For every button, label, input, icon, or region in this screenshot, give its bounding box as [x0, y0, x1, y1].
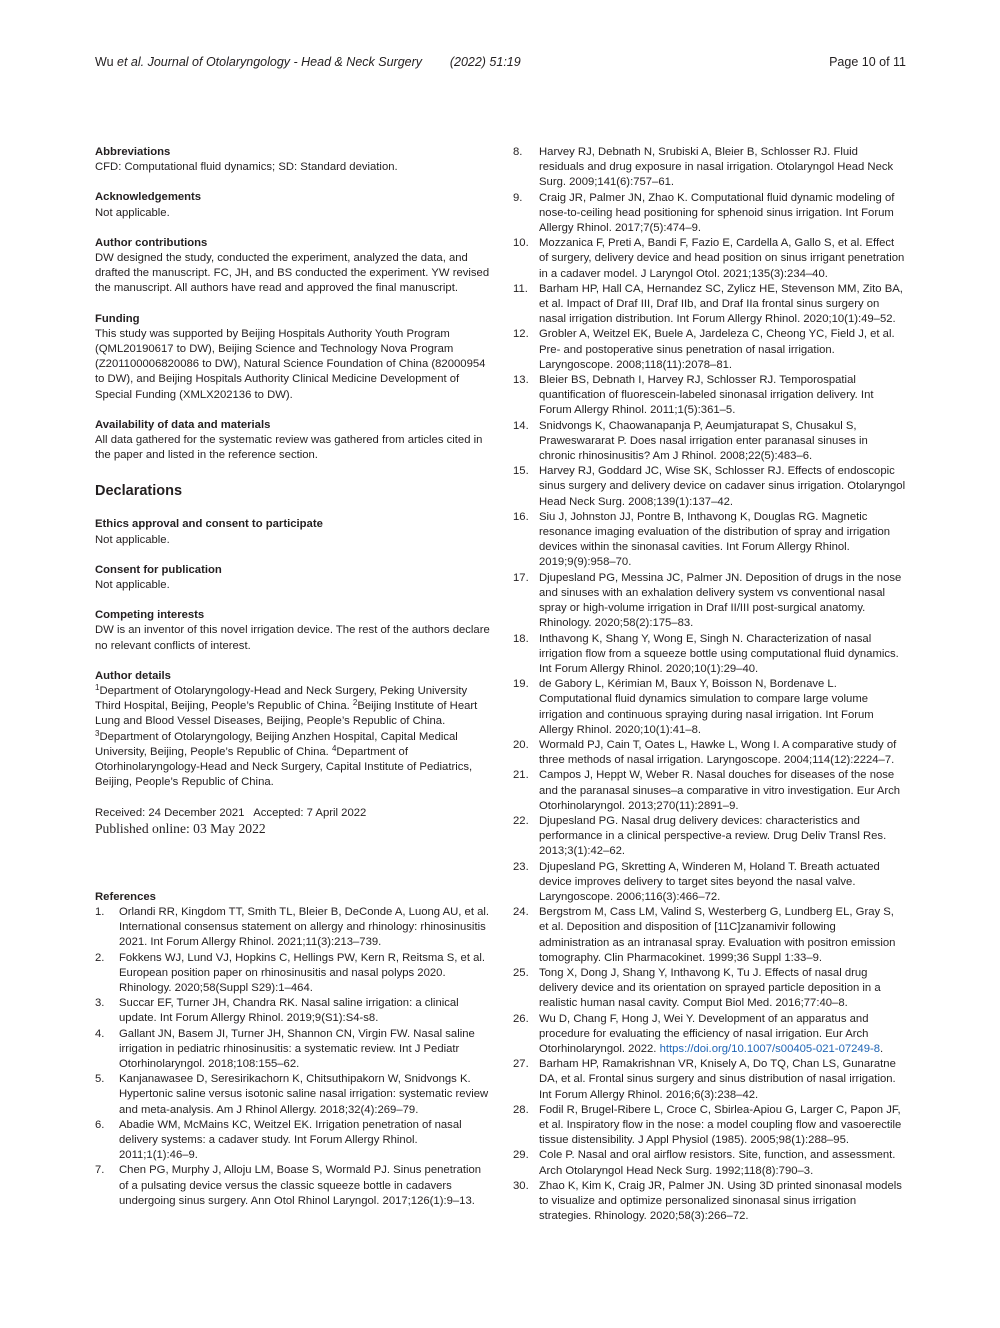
reference-item: [95, 1072, 490, 1118]
reference-number: 29.: [513, 1149, 529, 1162]
reference-text: Harvey RJ, Goddard JC, Wise SK, Schlosser RJ. Effects of endoscopic sinus surgery and delivery device on cadaver sinus irrigation. Otolaryngol Head Neck Surg. 2008;139(1):137–42.: [539, 465, 906, 508]
reference-text: Zhao K, Kim K, Craig JR, Palmer JN. Using 3D printed sinonasal models to visualize and optimize personalized sinonasal sinus irrigation strategies. Rhinology. 2020;58(3):266–72.: [539, 1179, 902, 1223]
reference-number: 12.: [513, 328, 529, 341]
running-header: [95, 55, 906, 71]
reference-item: [513, 905, 906, 966]
reference-text: Wu D, Chang F, Hong J, Wei Y. Development of an apparatus and procedure for evaluating the efficiency of nasal irrigation. Eur Arch Otorhinolaryngol. 2022. https://doi.org/10.1007/s00405-021-07249-8.: [539, 1012, 884, 1055]
reference-item: [95, 996, 490, 1026]
reference-item: [513, 373, 906, 419]
reference-number: 16.: [513, 510, 529, 523]
reference-number: 18.: [513, 632, 529, 645]
reference-number: 21.: [513, 769, 529, 782]
reference-item: [95, 1163, 490, 1209]
reference-number: 2.: [95, 951, 105, 964]
reference-number: 19.: [513, 678, 529, 691]
declarations-heading: Declarations: [95, 483, 183, 500]
reference-text: Bergstrom M, Cass LM, Valind S, Westerberg G, Lundberg EL, Gray S, et al. Deposition and disposition of [11C]zanamivir following administration as an intranasal spray. Evaluation with positron emission tomography. Clin Pharmacokinet. 1999;36 Suppl 1:33–9.: [539, 906, 896, 964]
reference-text: Harvey RJ, Debnath N, Srubiski A, Bleier B, Schlosser RJ. Fluid residuals and drug exposure in nasal irrigation. Otolaryngol Head Neck Surg. 2009;141(6):757–61.: [539, 146, 894, 189]
reference-number: 4.: [95, 1027, 105, 1040]
abbreviations-text: CFD: Computational fluid dynamics; SD: Standard deviation.: [95, 161, 398, 174]
reference-number: 25.: [513, 966, 529, 979]
reference-text: Fokkens WJ, Lund VJ, Hopkins C, Hellings PW, Kern R, Reitsma S, et al. European position paper on rhinosinusitis and nasal polyps 2020. Rhinology. 2020;58(Suppl S29):1–464.: [119, 951, 486, 994]
reference-text: Djupesland PG. Nasal drug delivery devices: characteristics and performance in a clinical perspective-a review. Drug Deliv Transl Res. 2013;3(1):42–62.: [539, 814, 887, 858]
reference-item: [513, 1179, 906, 1225]
reference-text: Bleier BS, Debnath I, Harvey RJ, Schlosser RJ. Temporospatial quantification of fluorescein-labeled sinonasal irrigation delivery. Int Forum Allergy Rhinol. 2011;1(5):361–5.: [539, 374, 874, 417]
reference-number: 30.: [513, 1179, 529, 1192]
reference-text: Barham HP, Ramakrishnan VR, Knisely A, Do TQ, Chan LS, Gunaratne DA, et al. Frontal sinus surgery and sinus distribution of nasal irrigation. Int Forum Allergy Rhinol. 2016;6(3):238–42.: [539, 1058, 896, 1101]
right-column: [513, 145, 906, 1224]
reference-number: 24.: [513, 906, 529, 919]
reference-number: 10.: [513, 237, 529, 250]
reference-item: [513, 510, 906, 571]
header-authors: Wu: [95, 55, 114, 69]
acknowledgements-text: Not applicable.: [95, 206, 170, 219]
reference-number: 7.: [95, 1164, 105, 1177]
affiliation-4: Department of Otorhinolaryngology-Head and Neck Surgery, Capital Institute of Pediatrics, Beijing, People’s Republic of China.: [95, 745, 473, 789]
consent-heading: Consent for publication: [95, 563, 222, 576]
author-contributions-heading: Author contributions: [95, 236, 208, 249]
reference-item: [513, 191, 906, 237]
published-date: Published online: 03 May 2022: [95, 820, 266, 836]
affiliation-marker-3: 3: [95, 728, 100, 738]
reference-text: Kanjanawasee D, Seresirikachorn K, Chitsuthipakorn W, Snidvongs K. Hypertonic saline versus isotonic saline nasal irrigation: systematic review and meta-analysis. Am J Rhinol Allergy. 2018;32(4):269–79.: [119, 1073, 489, 1116]
affiliation-marker-1: 1: [95, 683, 100, 693]
reference-text: Djupesland PG, Skretting A, Winderen M, Holand T. Breath actuated device improves delivery to target sites beyond the nasal valve. Laryngoscope. 2006;116(3):466–72.: [539, 860, 880, 903]
reference-item: [513, 1012, 906, 1058]
reference-item: [513, 768, 906, 814]
references-heading: References: [95, 890, 156, 903]
reference-number: 3.: [95, 997, 105, 1010]
affiliation-marker-4: 4: [331, 743, 337, 753]
received-accepted-dates: Received: 24 December 2021 Accepted: 7 April 2022: [95, 806, 367, 819]
page-number: Page 10 of 11: [829, 55, 906, 69]
ethics-heading: Ethics approval and consent to participate: [95, 518, 323, 531]
consent-text: Not applicable.: [95, 579, 170, 592]
reference-item: [513, 464, 906, 510]
header-journal: et al. Journal of Otolaryngology - Head & Neck Surgery: [117, 55, 423, 69]
affiliation-2: Beijing Institute of Heart Lung and Blood Vessel Diseases, Beijing, People’s Republic of China.: [95, 700, 478, 728]
reference-text: Chen PG, Murphy J, Alloju LM, Boase S, Wormald PJ. Sinus penetration of a pulsating device versus the classic squeeze bottle in cadavers undergoing sinus surgery. Ann Otol Rhinol Laryngol. 2017;126(1):9–13.: [119, 1164, 482, 1207]
reference-number: 15.: [513, 465, 529, 478]
reference-item: [513, 236, 906, 282]
reference-item: [95, 1118, 490, 1164]
reference-text: Succar EF, Turner JH, Chandra RK. Nasal saline irrigation: a clinical update. Int Forum Allergy Rhinol. 2019;9(S1):S4-s8.: [119, 997, 459, 1025]
reference-text: Tong X, Dong J, Shang Y, Inthavong K, Tu J. Effects of nasal drug delivery device and its orientation on sprayed particle deposition in a realistic human nasal cavity. Comput Biol Med. 2016;77:40–8.: [539, 966, 881, 1010]
reference-number: 9.: [513, 191, 523, 204]
reference-item: [513, 632, 906, 678]
left-column: [95, 145, 490, 1209]
reference-item: [513, 1103, 906, 1149]
reference-number: 5.: [95, 1073, 105, 1086]
abbreviations-heading: Abbreviations: [95, 146, 171, 158]
header-citation: [95, 55, 521, 69]
reference-item: [513, 966, 906, 1012]
reference-item: [513, 145, 906, 191]
reference-text: Craig JR, Palmer JN, Zhao K. Computational fluid dynamic modeling of nose-to-ceiling head positioning for sphenoid sinus irrigation. Int Forum Allergy Rhinol. 2017;7(5):474–9.: [539, 191, 895, 235]
references-list-left: [95, 905, 490, 1209]
affiliation-marker-2: 2: [352, 698, 358, 708]
reference-text: Campos J, Heppt W, Weber R. Nasal douches for diseases of the nose and the paranasal sinuses–a comparative in vitro investigation. Eur Arch Otorhinolaryngol. 2013;270(11):2891–9.: [539, 769, 901, 812]
author-details-heading: Author details: [95, 669, 171, 682]
reference-item: [513, 1148, 906, 1178]
reference-text: Orlandi RR, Kingdom TT, Smith TL, Bleier B, DeConde A, Luong AU, et al. International consensus statement on allergy and rhinology: rhinosinusitis 2021. Int Forum Allergy Rhinol. 2021;11(3):213–739.: [119, 905, 490, 949]
reference-item: [513, 282, 906, 328]
funding-text: This study was supported by Beijing Hospitals Authority Youth Program (QML20190617 to DW), Beijing Science and Technology Nova Program (Z201100006820086 to DW), Natural Science Foundation of China (82000954 to DW), and Beijing Hospitals Authority Clinical Medicine Development of Special Funding (XMLX202136 to DW).: [95, 327, 486, 401]
affiliation-3: Department of Otolaryngology, Beijing Anzhen Hospital, Capital Medical University, Beijing, People’s Republic of China.: [95, 730, 458, 758]
reference-number: 27.: [513, 1058, 529, 1071]
reference-item: [513, 738, 906, 768]
author-contributions-text: DW designed the study, conducted the experiment, analyzed the data, and drafted the manuscript. FC, JH, and BS conducted the experiment. YW revised the manuscript. All authors have read and approved the final manuscript.: [95, 252, 490, 295]
reference-item: [513, 419, 906, 465]
reference-text: Cole P. Nasal and oral airflow resistors. Site, function, and assessment. Arch Otolaryngol Head Neck Surg. 1992;118(8):790–3.: [539, 1149, 896, 1177]
competing-interests-text: DW is an inventor of this novel irrigation device. The rest of the authors declare no relevant conflicts of interest.: [95, 624, 490, 652]
author-details-text: [95, 684, 490, 790]
references-list-right: [513, 145, 906, 1224]
reference-item: [95, 951, 490, 997]
reference-number: 20.: [513, 738, 529, 751]
reference-text: Snidvongs K, Chaowanapanja P, Aeumjaturapat S, Chusakul S, Praweswararat P. Does nasal irrigation enter paranasal sinuses in chronic rhinosinusitis? Am J Rhinol. 2008;22(5):483–6.: [539, 419, 868, 463]
reference-item: [513, 677, 906, 738]
reference-text: Abadie WM, McMains KC, Weitzel EK. Irrigation penetration of nasal delivery systems: a cadaver study. Int Forum Allergy Rhinol. 2011;1(1):46–9.: [119, 1118, 462, 1162]
reference-number: 6.: [95, 1118, 105, 1131]
competing-interests-heading: Competing interests: [95, 609, 205, 622]
reference-item: [513, 1057, 906, 1103]
reference-text: Wormald PJ, Cain T, Oates L, Hawke L, Wong I. A comparative study of three methods of nasal irrigation. Laryngoscope. 2004;114(12):2224–7.: [539, 738, 897, 767]
reference-number: 22.: [513, 814, 529, 827]
acknowledgements-heading: Acknowledgements: [95, 191, 202, 204]
reference-text: Gallant JN, Basem JI, Turner JH, Shannon CN, Virgin FW. Nasal saline irrigation in pediatric rhinosinusitis: a systematic review. Int J Pediatr Otorhinolaryngol. 2018;108:155–62.: [119, 1027, 475, 1070]
ethics-text: Not applicable.: [95, 533, 170, 546]
reference-text: Djupesland PG, Messina JC, Palmer JN. Deposition of drugs in the nose and sinuses with an exhalation delivery system vs conventional nasal spray or high-volume irrigation in Draf II/III post-surgical anatomy. Rhinology. 2020;58(2):175–83.: [539, 571, 902, 630]
reference-number: 8.: [513, 146, 523, 158]
reference-text: Fodil R, Brugel-Ribere L, Croce C, Sbirlea-Apiou G, Larger C, Papon JF, et al. Inspiratory flow in the nose: a model coupling flow and vasoerectile tissue distensibility. J Appl Physiol (1985). 2005;98(1):288–95.: [539, 1103, 902, 1147]
reference-number: 26.: [513, 1012, 529, 1025]
reference-text: Mozzanica F, Preti A, Bandi F, Fazio E, Cardella A, Gallo S, et al. Effect of surgery, delivery device and head position on sinus irrigant penetration in a cadaver model. J Laryngol Otol. 2021;135(3):234–40.: [539, 237, 905, 280]
reference-number: 11.: [513, 282, 528, 295]
reference-number: 14.: [513, 419, 529, 432]
reference-number: 23.: [513, 860, 529, 873]
reference-text: de Gabory L, Kérimian M, Baux Y, Boisson N, Bordenave L. Computational fluid dynamics simulation to compare large volume irrigation and continuous spraying during nasal irrigation. Int Forum Allergy Rhinol. 2020;10(1):41–8.: [539, 678, 874, 736]
availability-heading: Availability of data and materials: [95, 418, 271, 431]
affiliation-1: Department of Otolaryngology-Head and Neck Surgery, Peking University Third Hospital, Beijing, People’s Republic of China.: [95, 685, 468, 713]
reference-item: [513, 571, 906, 632]
reference-text: Grobler A, Weitzel EK, Buele A, Jardeleza C, Cheong YC, Field J, et al. Pre- and postoperative sinus penetration of nasal irrigation. Laryngoscope. 2008;118(11):2078–81.: [539, 328, 895, 371]
funding-heading: Funding: [95, 312, 140, 325]
reference-item: [95, 905, 490, 951]
reference-number: 1.: [95, 905, 105, 918]
reference-item: [513, 814, 906, 860]
reference-doi-link[interactable]: https://doi.org/10.1007/s00405-021-07249-8: [659, 1042, 881, 1055]
availability-text: All data gathered for the systematic review was gathered from articles cited in the paper and listed in the reference section.: [95, 434, 483, 462]
reference-item: [513, 327, 906, 373]
reference-text: Siu J, Johnston JJ, Pontre B, Inthavong K, Douglas RG. Magnetic resonance imaging evaluation of the distribution of spray and irrigation devices within the sinonasal cavities. Int Forum Allergy Rhinol. 2019;9(9):958–70.: [539, 510, 891, 569]
reference-number: 28.: [513, 1103, 529, 1116]
reference-number: 13.: [513, 374, 529, 387]
reference-item: [95, 1027, 490, 1073]
reference-item: [513, 860, 906, 906]
reference-number: 17.: [513, 571, 529, 584]
header-year-volume: (2022) 51:19: [449, 55, 521, 69]
reference-text: Barham HP, Hall CA, Hernandez SC, Zylicz HE, Stevenson MM, Zito BA, et al. Impact of Draf III, Draf IIb, and Draf IIa frontal sinus surgery on nasal irrigation distribution. Int Forum Allergy Rhinol. 2020;10(1):49–52.: [539, 282, 903, 326]
reference-text: Inthavong K, Shang Y, Wong E, Singh N. Characterization of nasal irrigation flow from a squeeze bottle using computational fluid dynamics. Int Forum Allergy Rhinol. 2020;10(1):29–40.: [539, 632, 899, 675]
